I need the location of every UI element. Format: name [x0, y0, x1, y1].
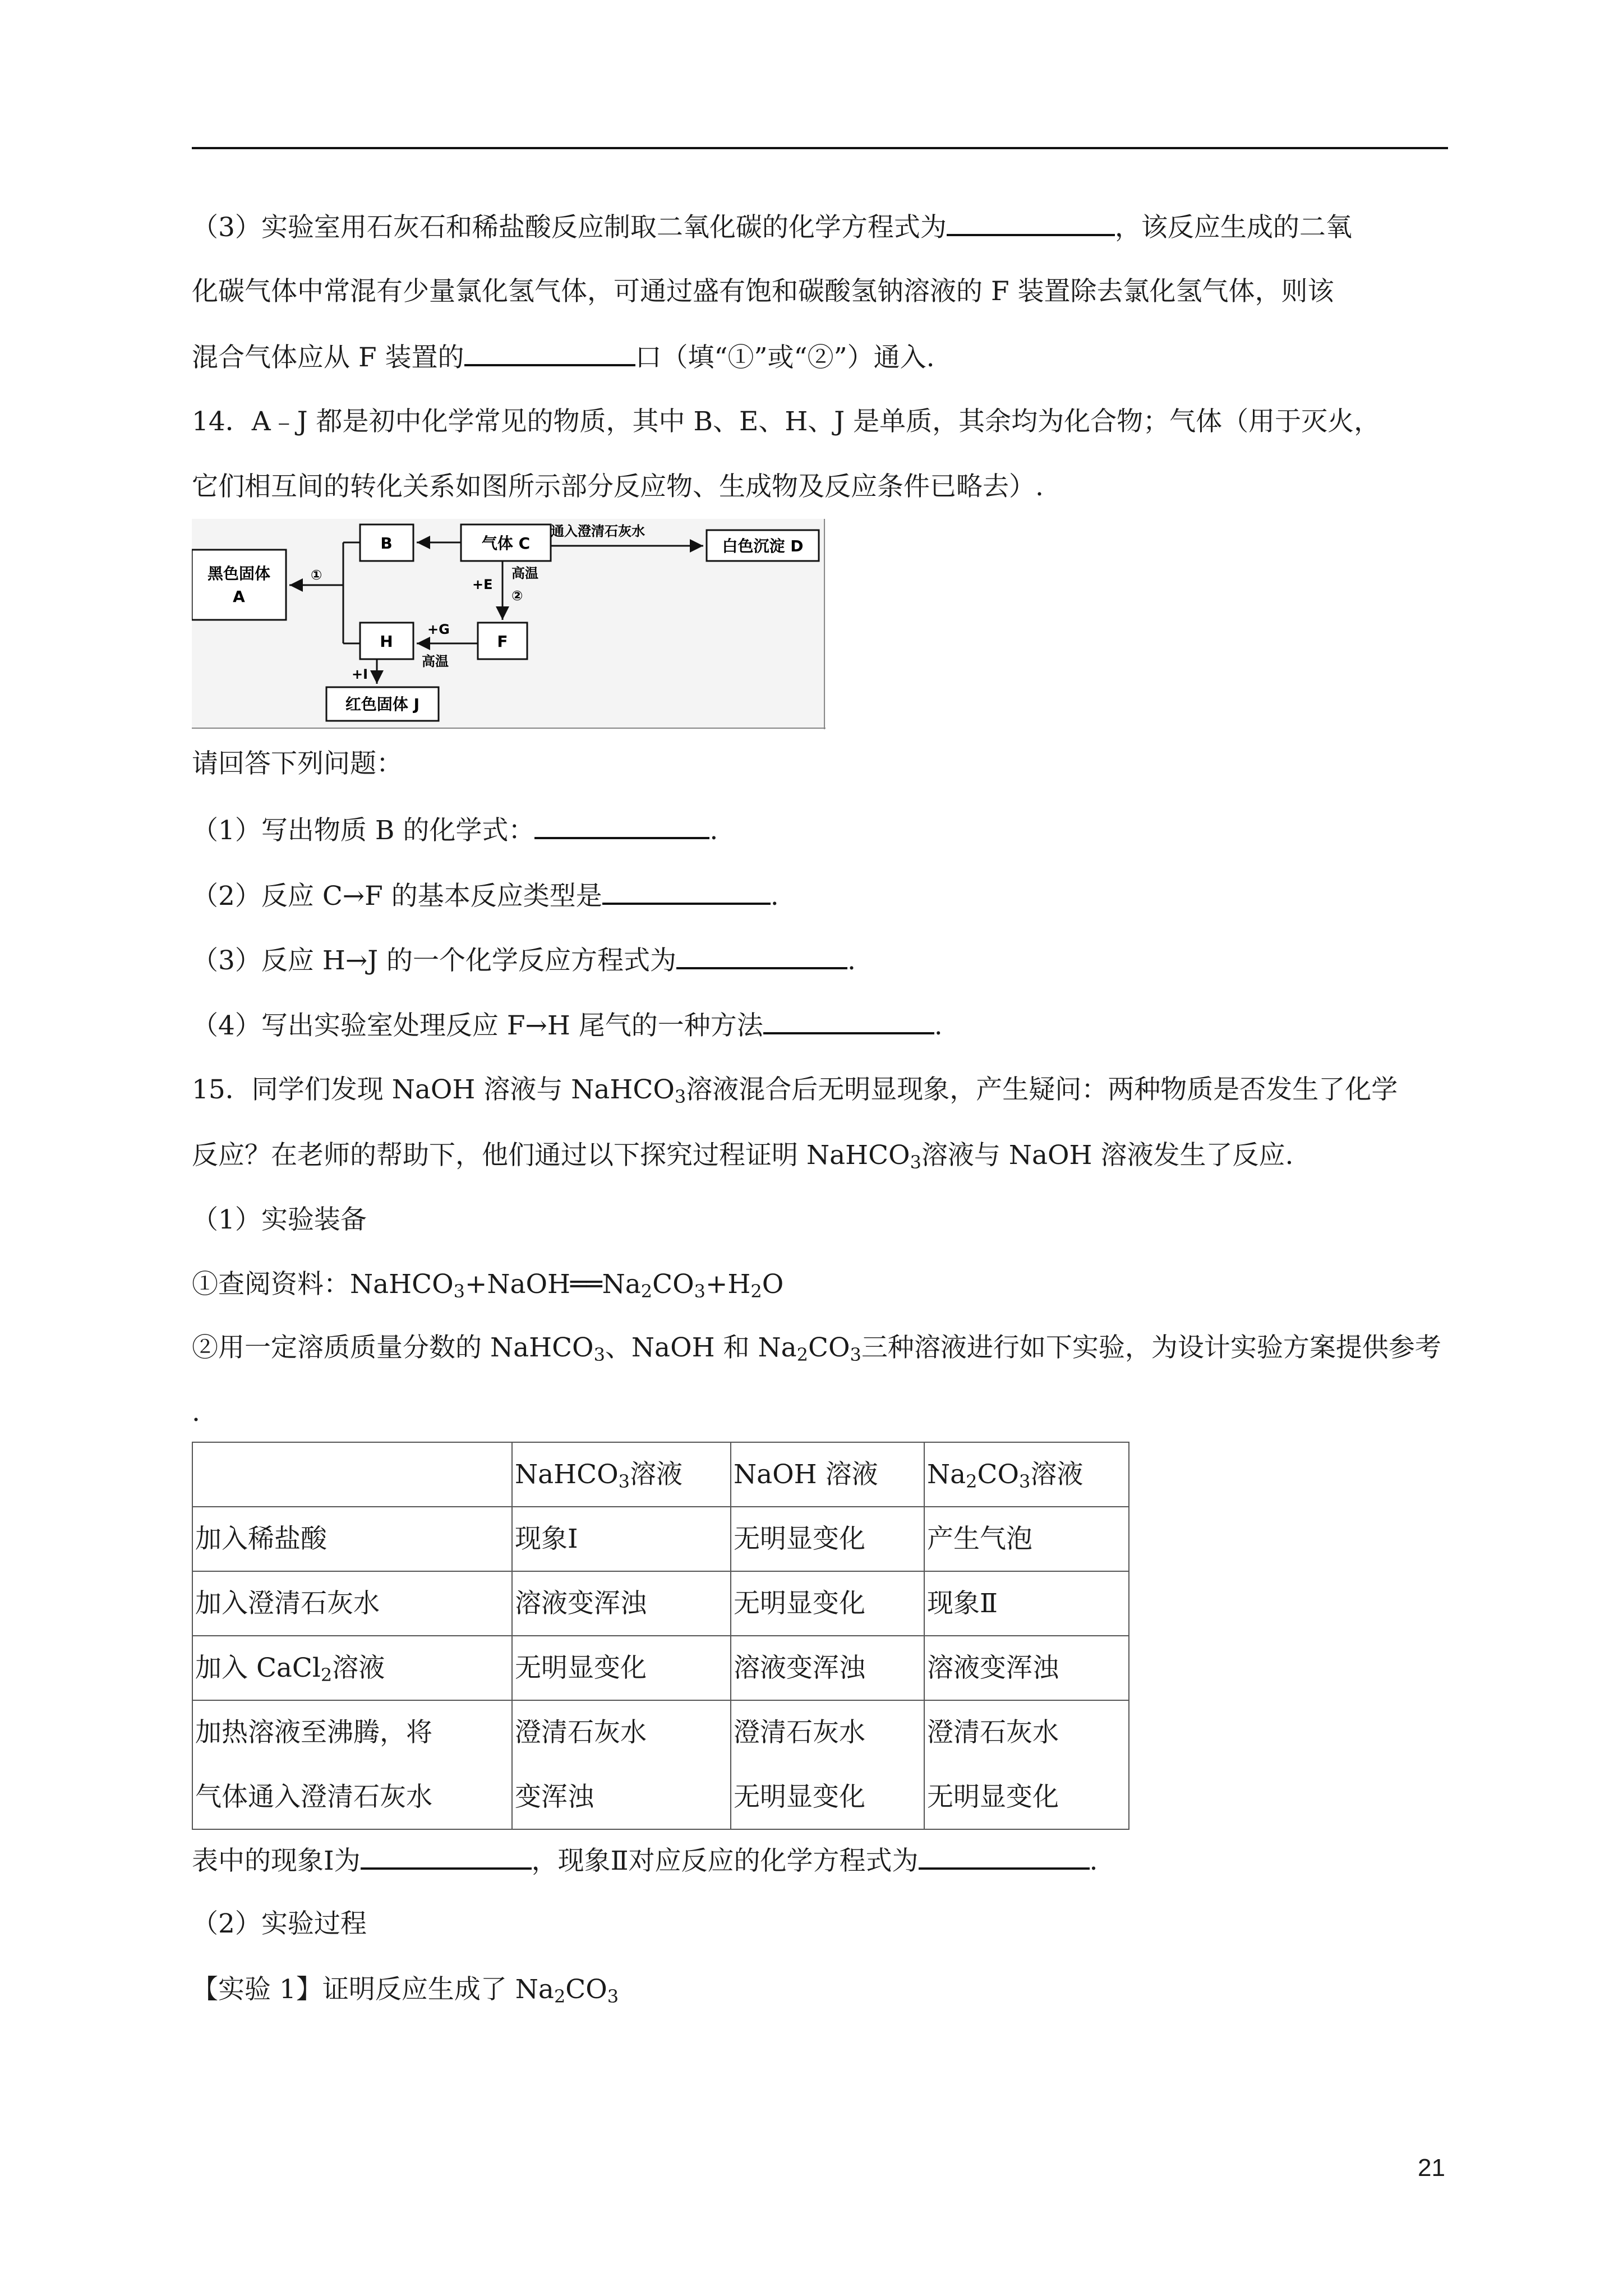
label-2: ② [511, 588, 523, 604]
table-row [192, 1507, 1129, 1571]
answer-blank[interactable] [464, 339, 635, 366]
table-header-cell: NaHCO$_3$溶液 [512, 1442, 731, 1507]
experiment-table [192, 1442, 1129, 1830]
table-cell: 现象Ⅱ [924, 1571, 1129, 1636]
q14-sub2: （2）反应 C→F 的基本反应类型是 . [192, 878, 779, 913]
label-gaowen1: 高温 [511, 565, 538, 581]
answer-blank[interactable] [361, 1843, 532, 1870]
table-row [192, 1571, 1129, 1636]
table-cell: 无明显变化 [512, 1636, 731, 1700]
q14-stem-line2: 它们相互间的转化关系如图所示部分反应物、生成物及反应条件已略去）. [192, 471, 1044, 502]
table-cell: 加入稀盐酸 [192, 1507, 512, 1571]
q14-sub4: （4）写出实验室处理反应 F→H 尾气的一种方法 . [192, 1007, 943, 1043]
table-cell: 现象Ⅰ [512, 1507, 731, 1571]
table-header-cell: $Na_2CO_3$溶液 [924, 1442, 1129, 1507]
box-f-label: F [497, 632, 508, 651]
page-number: 21 [1418, 2154, 1445, 2182]
label-1: ① [311, 567, 322, 583]
table-header-cell: NaOH 溶液 [731, 1442, 924, 1507]
q15-stem-line2: 反应？在老师的帮助下，他们通过以下探究过程证明 NaHCO$_3$溶液与 NaOH 溶液发生了反应. [192, 1140, 1294, 1173]
label-i: +I [352, 666, 368, 682]
answer-blank[interactable] [919, 1843, 1090, 1870]
table-cell: 溶液变浑浊 [512, 1571, 731, 1636]
q14-sub3: （3）反应 H→J 的一个化学反应方程式为 . [192, 942, 856, 978]
table-cell: 无明显变化 [731, 1571, 924, 1636]
box-j-label: 红色固体 J [345, 695, 420, 714]
q13-3-line2: 化碳气体中常混有少量氯化氢气体，可通过盛有饱和碳酸氢钠溶液的 F 装置除去氯化氢气体，则该 [192, 276, 1334, 307]
answer-blank[interactable] [602, 878, 771, 905]
table-cell: 溶液变浑浊 [924, 1636, 1129, 1700]
q13-3-line1: （3）实验室用石灰石和稀盐酸反应制取二氧化碳的化学方程式为 ，该反应生成的二氧 [192, 209, 1352, 245]
answer-blank[interactable] [763, 1007, 934, 1034]
table-cell: 加入 CaCl$_2$溶液 [192, 1636, 512, 1700]
table-row [192, 1700, 1129, 1829]
label-g: +G [427, 622, 450, 637]
table-cell: 溶液变浑浊 [731, 1636, 924, 1700]
q15-exp-dot: . [192, 1397, 200, 1428]
q15-prep: （1）实验装备 [192, 1204, 367, 1235]
reaction-diagram [192, 519, 826, 729]
table-cell: 加入澄清石灰水 [192, 1571, 512, 1636]
table-cell: 无明显变化 [731, 1507, 924, 1571]
box-d-label: 白色沉淀 D [722, 537, 804, 555]
table-cell [192, 1442, 512, 1507]
box-h-label: H [380, 632, 393, 651]
box-c-label: 气体 C [481, 534, 531, 553]
table-cell: 产生气泡 [924, 1507, 1129, 1571]
label-lime-water: 通入澄清石灰水 [551, 523, 645, 539]
table-cell: 加热溶液至沸腾，将 气体通入澄清石灰水 [192, 1700, 512, 1829]
table-cell: 澄清石灰水 无明显变化 [924, 1700, 1129, 1829]
box-a-label2: A [233, 587, 245, 606]
q15-info: ①查阅资料：$NaHCO_3+NaOH══Na_2CO_3+H_2O$ [192, 1269, 784, 1302]
table-row [192, 1636, 1129, 1700]
answer-blank[interactable] [947, 209, 1115, 236]
q15-stem-line1: 15．同学们发现 NaOH 溶液与 NaHCO$_3$溶液混合后无明显现象，产生疑问：两种物质是否发生了化学 [192, 1074, 1398, 1107]
label-e: +E [472, 577, 493, 592]
q15-process: （2）实验过程 [192, 1908, 367, 1939]
q15-exp-line: ②用一定溶质质量分数的 NaHCO$_3$、NaOH 和 $Na_2CO_3$三种溶液进行如下实验，为设计实验方案提供参考 [192, 1332, 1441, 1365]
table-header-row [192, 1442, 1129, 1507]
table-cell: 澄清石灰水 变浑浊 [512, 1700, 731, 1829]
answer-blank[interactable] [676, 942, 847, 969]
table-cell: 澄清石灰水 无明显变化 [731, 1700, 924, 1829]
q13-3-line3: 混合气体应从 F 装置的 口（填“①”或“②”）通入. [192, 339, 935, 375]
answer-blank[interactable] [534, 812, 709, 839]
box-b-label: B [380, 534, 393, 553]
q15-exp1: 【实验 1】证明反应生成了 $Na_2CO_3$ [192, 1974, 619, 2007]
q14-stem-line1: 14．A﹣J 都是初中化学常见的物质，其中 B、E、H、J 是单质，其余均为化合物；气体（用于灭火， [192, 406, 1381, 437]
q14-sub1: （1）写出物质 B 的化学式： . [192, 812, 718, 848]
box-a [192, 550, 286, 620]
q14-prompt: 请回答下列问题： [192, 748, 403, 779]
label-gaowen2: 高温 [422, 654, 449, 669]
header-rule [192, 147, 1448, 149]
box-a-label1: 黑色固体 [207, 564, 271, 583]
q15-after-table: 表中的现象Ⅰ为 ，现象Ⅱ对应反应的化学方程式为 . [192, 1843, 1098, 1878]
